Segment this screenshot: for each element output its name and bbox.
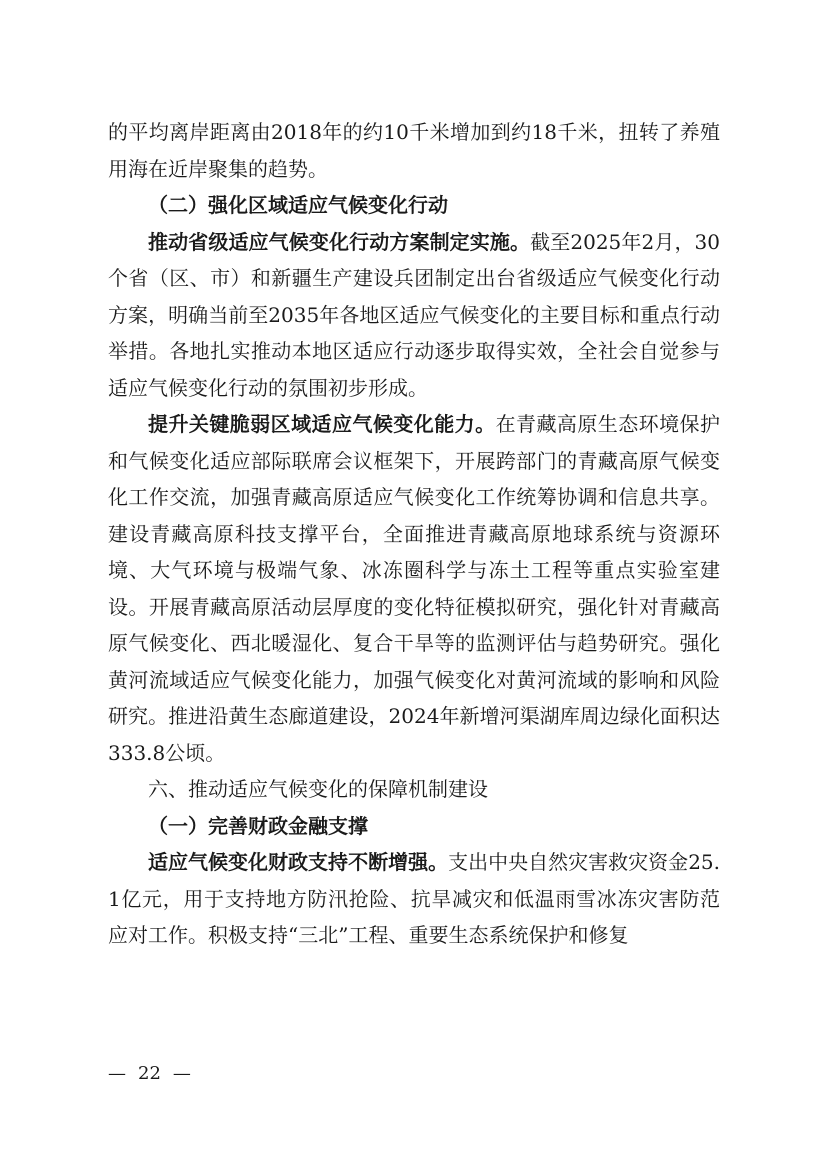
paragraph-text: 支出中央自然灾害救灾资金25.1亿元，用于支持地方防汛抢险、抗旱减灾和低温雨雪冰冻灾害防范应对工作。积极支持“三北”工程、重要生态系统保护和修复 (108, 850, 720, 947)
page-footer (108, 1062, 191, 1086)
paragraph-provincial-plans (108, 224, 720, 407)
section-heading-fiscal-support: （一）完善财政金融支撑 (148, 813, 368, 838)
footer-dash-left: — (108, 1063, 126, 1084)
paragraph-text: 截至2025年2月，30个省（区、市）和新疆生产建设兵团制定出台省级适应气候变化行动方案，明确当前至2035年各地区适应气候变化的主要目标和重点行动举措。各地扎实推动本地区适应行动逐步取得实效，全社会自觉参与适应气候变化行动的氛围初步形成。 (108, 229, 720, 400)
paragraph-vulnerable-regions (108, 406, 720, 771)
document-body (108, 114, 720, 954)
paragraph-lead: 提升关键脆弱区域适应气候变化能力。 (148, 412, 496, 436)
paragraph-lead: 推动省级适应气候变化行动方案制定实施。 (148, 229, 531, 254)
chapter-heading-safeguard-mechanism: 六、推动适应气候变化的保障机制建设 (148, 777, 488, 801)
paragraph-continuation (108, 114, 720, 187)
paragraph-lead: 适应气候变化财政支持不断增强。 (148, 850, 449, 874)
footer-dash-right: — (172, 1063, 191, 1084)
page-number: 22 (138, 1063, 161, 1084)
paragraph-text: 在青藏高原生态环境保护和气候变化适应部际联席会议框架下，开展跨部门的青藏高原气候变化工作交流，加强青藏高原适应气候变化工作统筹协调和信息共享。建设青藏高原科技支撑平台，全面推进青藏高原地球系统与资源环境、大气环境与极端气象、冰冻圈科学与冻土工程等重点实验室建设。开展青藏高原活动层厚度的变化特征模拟研究，强化针对青藏高原气候变化、西北暖湿化、复合干旱等的监测评估与趋势研究。强化黄河流域适应气候变化能力，加强气候变化对黄河流域的影响和风险研究。推进沿黄生态廊道建设，2024年新增河渠湖库周边绿化面积达333.8公顷。 (108, 412, 721, 765)
paragraph-text: 的平均离岸距离由2018年的约10千米增加到约18千米，扭转了养殖用海在近岸聚集的趋势。 (108, 120, 720, 181)
section-heading-regional-adaptation: （二）强化区域适应气候变化行动 (148, 193, 448, 217)
paragraph-fiscal-support (108, 844, 720, 954)
